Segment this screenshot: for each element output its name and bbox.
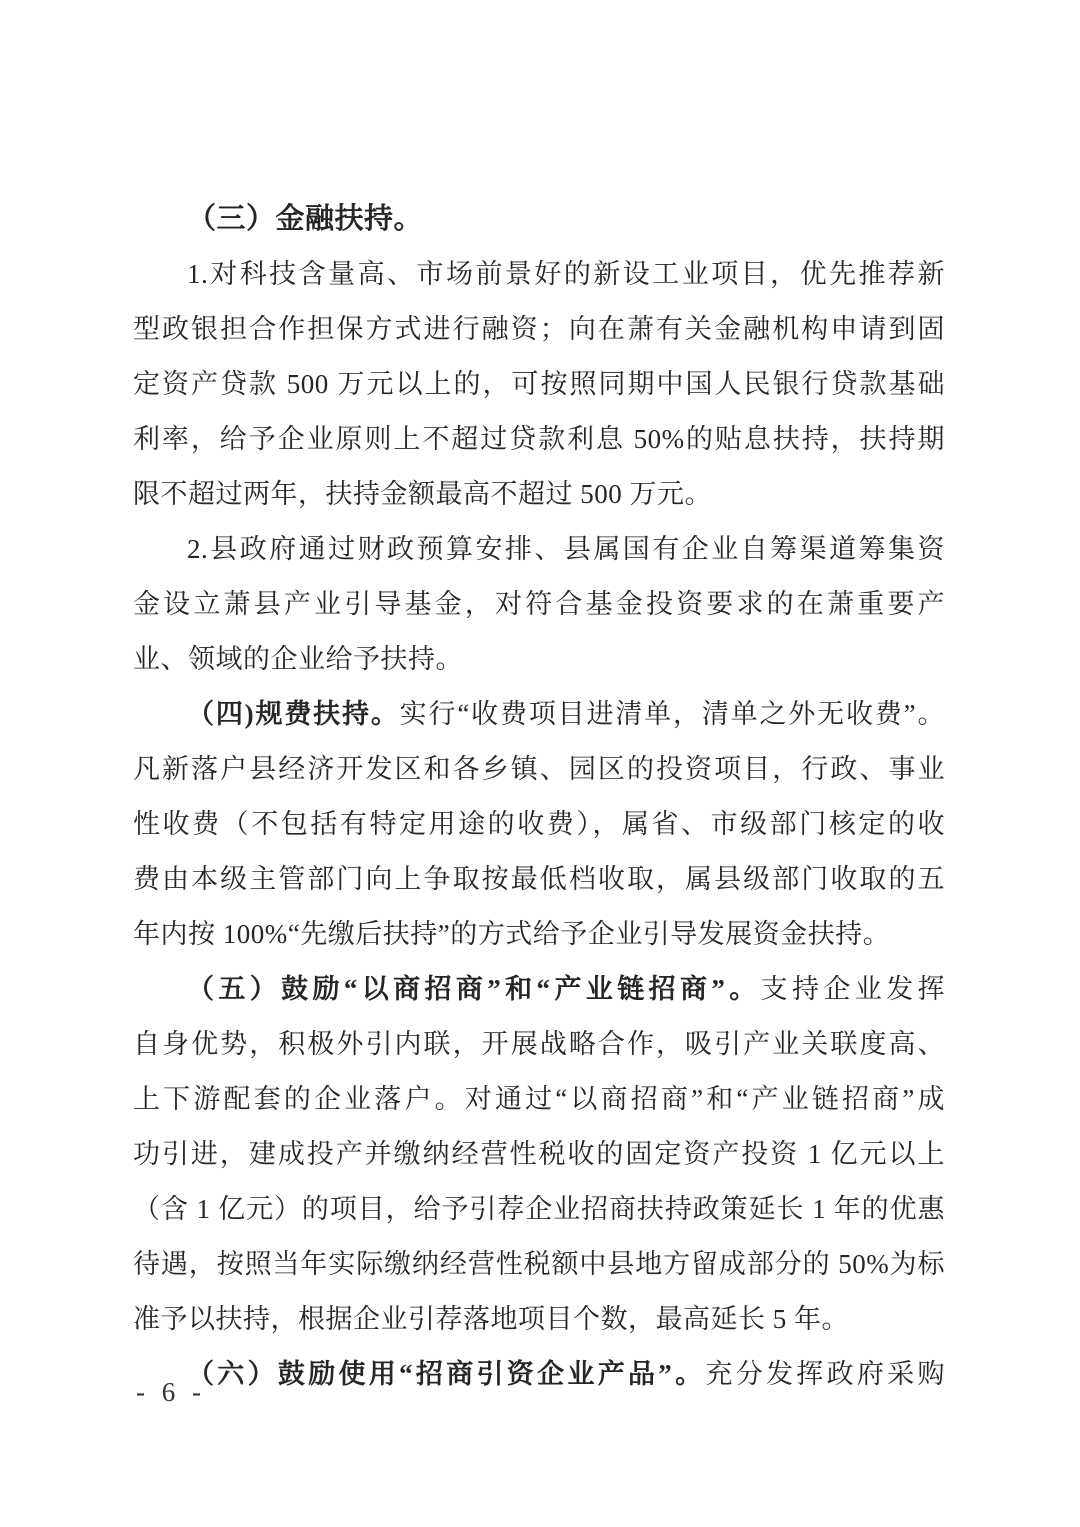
- heading-bold-text: （六）鼓励使用“招商引资企业产品”。: [187, 1359, 706, 1389]
- line-text: （含 1 亿元）的项目，给予引荐企业招商扶持政策延长 1 年的优惠: [133, 1194, 945, 1224]
- heading-bold-text: （三）金融扶持。: [187, 203, 424, 235]
- line-text: 功引进，建成投产并缴纳经营性税收的固定资产投资 1 亿元以上: [133, 1139, 945, 1169]
- line-text: 准予以扶持，根据企业引荐落地项目个数，最高延长 5 年。: [133, 1304, 849, 1334]
- line-text: 年内按 100%“先缴后扶持”的方式给予企业引导发展资金扶持。: [133, 919, 891, 949]
- doc-line: [133, 852, 945, 907]
- line-text: 1.对科技含量高、市场前景好的新设工业项目，优先推荐新: [187, 259, 945, 289]
- doc-line: [133, 522, 945, 577]
- line-text: 性收费（不包括有特定用途的收费），属省、市级部门核定的收: [133, 809, 945, 839]
- heading-bold-text: （五）鼓励“以商招商”和“产业链招商”。: [187, 974, 761, 1004]
- line-text: 限不超过两年，扶持金额最高不超过 500 万元。: [133, 479, 712, 509]
- line-text: 待遇，按照当年实际缴纳经营性税额中县地方留成部分的 50%为标: [133, 1249, 945, 1279]
- doc-line: [133, 1072, 945, 1127]
- doc-line: [133, 467, 945, 522]
- doc-line: [133, 577, 945, 632]
- line-text: 2.县政府通过财政预算安排、县属国有企业自筹渠道筹集资: [187, 534, 945, 564]
- doc-line: [133, 247, 945, 302]
- doc-line: [133, 1292, 945, 1347]
- heading-bold-text: （四)规费扶持。: [187, 699, 400, 729]
- doc-line: [133, 742, 945, 797]
- line-text: 凡新落户县经济开发区和各乡镇、园区的投资项目，行政、事业: [133, 754, 945, 784]
- line-text: 型政银担合作担保方式进行融资；向在萧有关金融机构申请到固: [133, 314, 945, 344]
- doc-line: [133, 797, 945, 852]
- line-text: 业、领域的企业给予扶持。: [133, 644, 463, 674]
- section-heading-3: [133, 192, 945, 247]
- line-text: 金设立萧县产业引导基金，对符合基金投资要求的在萧重要产: [133, 589, 945, 619]
- doc-line: [133, 357, 945, 412]
- line-text: 利率，给予企业原则上不超过贷款利息 50%的贴息扶持，扶持期: [133, 424, 945, 454]
- section-heading-6: [133, 1347, 945, 1402]
- document-body: [133, 192, 945, 1402]
- line-text: 费由本级主管部门向上争取按最低档收取，属县级部门收取的五: [133, 864, 945, 894]
- line-text: 定资产贷款 500 万元以上的，可按照同期中国人民银行贷款基础: [133, 369, 945, 399]
- doc-line: [133, 632, 945, 687]
- doc-line: [133, 1017, 945, 1072]
- doc-line: [133, 412, 945, 467]
- doc-line: [133, 1182, 945, 1237]
- doc-line: [133, 302, 945, 357]
- line-text: 充分发挥政府采购: [705, 1359, 946, 1389]
- line-text: 实行“收费项目进清单，清单之外无收费”。: [399, 699, 945, 729]
- line-text: 支持企业发挥: [760, 974, 946, 1004]
- line-text: 上下游配套的企业落户。对通过“以商招商”和“产业链招商”成: [133, 1084, 945, 1114]
- page-number: - 6 -: [136, 1377, 206, 1407]
- section-heading-5: [133, 962, 945, 1017]
- line-text: 自身优势，积极外引内联，开展战略合作，吸引产业关联度高、: [133, 1029, 945, 1059]
- doc-line: [133, 907, 945, 962]
- doc-line: [133, 1127, 945, 1182]
- section-heading-4: [133, 687, 945, 742]
- doc-line: [133, 1237, 945, 1292]
